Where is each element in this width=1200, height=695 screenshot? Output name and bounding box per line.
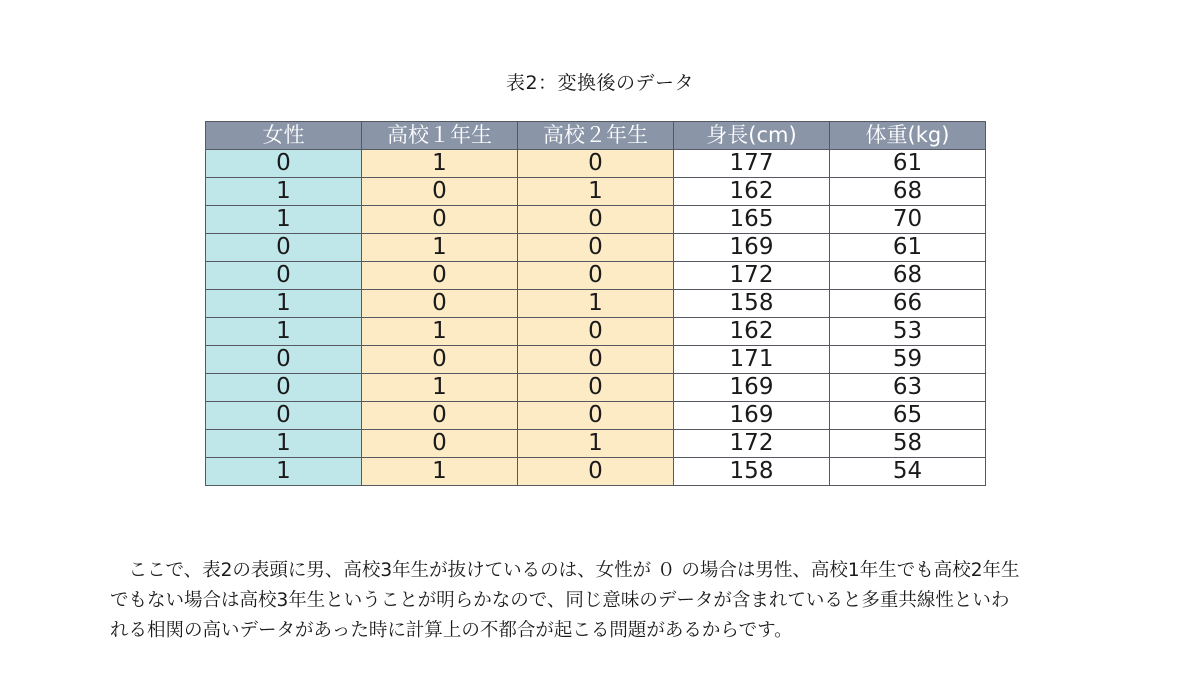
cell-height: 169 [674,402,830,430]
cell-highschool-2: 0 [518,262,674,290]
cell-highschool-2: 0 [518,318,674,346]
header-weight: 体重(kg) [830,122,986,150]
table-row [206,346,986,374]
cell-highschool-1: 0 [362,290,518,318]
table-row [206,402,986,430]
cell-weight: 58 [830,430,986,458]
table-header-row [206,122,986,150]
table-row [206,374,986,402]
cell-weight: 53 [830,318,986,346]
cell-height: 158 [674,290,830,318]
cell-weight: 61 [830,150,986,178]
cell-height: 158 [674,458,830,486]
explanation-paragraph [110,556,1100,646]
cell-weight: 54 [830,458,986,486]
cell-female: 0 [206,262,362,290]
cell-female: 0 [206,374,362,402]
cell-highschool-2: 0 [518,234,674,262]
table-row [206,430,986,458]
cell-weight: 66 [830,290,986,318]
cell-height: 169 [674,234,830,262]
cell-highschool-1: 0 [362,402,518,430]
cell-highschool-1: 1 [362,458,518,486]
table-row [206,290,986,318]
table-row [206,318,986,346]
cell-highschool-1: 0 [362,178,518,206]
cell-height: 162 [674,318,830,346]
cell-highschool-2: 0 [518,402,674,430]
cell-highschool-1: 1 [362,318,518,346]
cell-weight: 68 [830,178,986,206]
header-height: 身長(cm) [674,122,830,150]
header-female: 女性 [206,122,362,150]
cell-highschool-2: 1 [518,178,674,206]
table-row [206,234,986,262]
cell-height: 162 [674,178,830,206]
cell-female: 0 [206,346,362,374]
cell-female: 1 [206,430,362,458]
cell-highschool-1: 0 [362,430,518,458]
cell-female: 1 [206,290,362,318]
cell-highschool-2: 0 [518,458,674,486]
cell-female: 1 [206,206,362,234]
cell-height: 172 [674,430,830,458]
cell-female: 0 [206,234,362,262]
cell-highschool-1: 1 [362,234,518,262]
cell-female: 1 [206,178,362,206]
paragraph-line: ここで、表2の表頭に男、高校3年生が抜けているのは、女性が ０ の場合は男性、高校1年生でも高校2年生 [110,560,1020,581]
table-row [206,206,986,234]
table-caption: 表2：変換後のデータ [505,72,695,94]
cell-highschool-1: 0 [362,206,518,234]
cell-female: 0 [206,402,362,430]
cell-highschool-1: 0 [362,346,518,374]
cell-height: 169 [674,374,830,402]
cell-highschool-1: 1 [362,374,518,402]
cell-highschool-1: 1 [362,150,518,178]
table-row [206,458,986,486]
cell-female: 1 [206,318,362,346]
header-highschool-1: 高校１年生 [362,122,518,150]
header-highschool-2: 高校２年生 [518,122,674,150]
cell-weight: 68 [830,262,986,290]
paragraph-line: でもない場合は高校3年生ということが明らかなので、同じ意味のデータが含まれていると多重共線性といわ [110,590,1010,611]
cell-female: 0 [206,150,362,178]
cell-highschool-2: 0 [518,206,674,234]
cell-highschool-1: 0 [362,262,518,290]
table-row [206,262,986,290]
cell-weight: 70 [830,206,986,234]
cell-weight: 65 [830,402,986,430]
cell-highschool-2: 0 [518,150,674,178]
data-table [205,121,986,486]
cell-weight: 59 [830,346,986,374]
cell-female: 1 [206,458,362,486]
table-row [206,178,986,206]
cell-highschool-2: 0 [518,346,674,374]
cell-height: 172 [674,262,830,290]
cell-height: 165 [674,206,830,234]
cell-highschool-2: 1 [518,430,674,458]
cell-height: 177 [674,150,830,178]
paragraph-line: れる相関の高いデータがあった時に計算上の不都合が起こる問題があるからです。 [110,620,793,641]
cell-highschool-2: 0 [518,374,674,402]
cell-height: 171 [674,346,830,374]
cell-weight: 63 [830,374,986,402]
cell-weight: 61 [830,234,986,262]
table-row [206,150,986,178]
cell-highschool-2: 1 [518,290,674,318]
